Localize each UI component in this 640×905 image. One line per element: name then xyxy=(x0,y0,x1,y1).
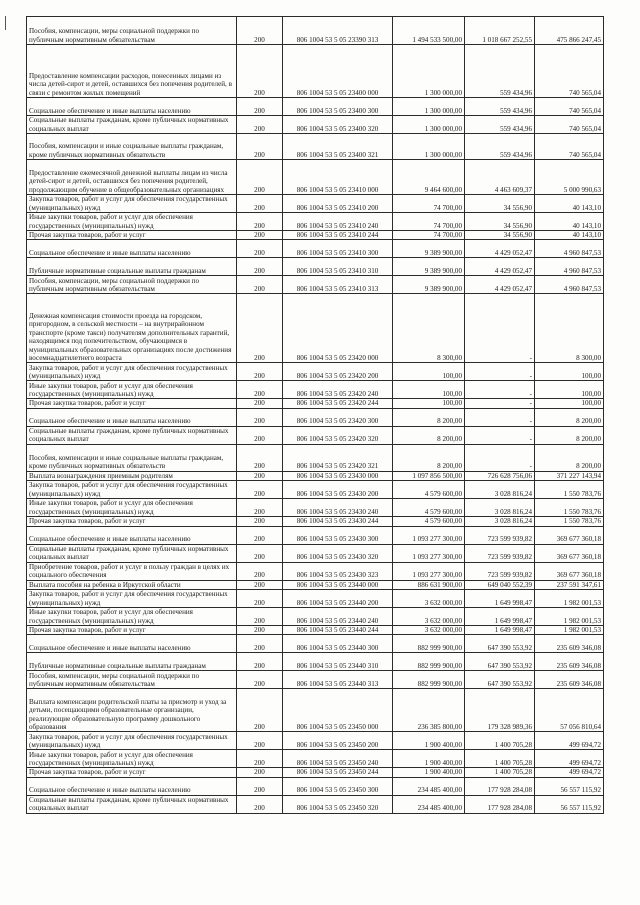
table-row xyxy=(27,544,604,562)
row-budget-class-code: 806 1004 53 5 05 23420 300 xyxy=(283,408,393,426)
row-executed-value: 559 434,96 xyxy=(465,116,535,134)
row-unexecuted-value: 235 609 346,08 xyxy=(535,671,604,689)
row-line-code: 200 xyxy=(237,17,283,45)
row-executed-value: 3 028 816,24 xyxy=(465,517,535,526)
table-row xyxy=(27,444,604,471)
row-budget-class-code: 806 1004 53 5 05 23450 240 xyxy=(283,750,393,768)
row-unexecuted-value: 100,00 xyxy=(535,399,604,408)
row-budget-class-code: 806 1004 53 5 05 23400 000 xyxy=(283,45,393,98)
row-unexecuted-value: 8 200,00 xyxy=(535,444,604,471)
row-unexecuted-value: 237 591 347,61 xyxy=(535,580,604,589)
row-line-code: 200 xyxy=(237,544,283,562)
row-unexecuted-value: 369 677 360,18 xyxy=(535,526,604,544)
row-approved-value: 100,00 xyxy=(393,381,465,399)
row-line-code: 200 xyxy=(237,294,283,363)
row-name: Прочая закупка товаров, работ и услуг xyxy=(27,626,237,635)
row-line-code: 200 xyxy=(237,517,283,526)
row-name: Денежная компенсация стоимости проезда на городском, пригородном, в сельской местности – на внутрирайонном транспорте (кроме такси) получателям дополнительных гарантий, находящимся под попечительством, обучающимся в муниципальных образовательных организациях после достижения восемнадцатилетнего возраста xyxy=(27,294,237,363)
table-row xyxy=(27,499,604,517)
row-approved-value: 3 632 000,00 xyxy=(393,590,465,608)
row-name: Выплата вознаграждения приемным родителям xyxy=(27,471,237,480)
row-line-code: 200 xyxy=(237,213,283,231)
row-executed-value: 1 018 667 252,55 xyxy=(465,17,535,45)
row-budget-class-code: 806 1004 53 5 05 23420 200 xyxy=(283,363,393,381)
row-unexecuted-value: 100,00 xyxy=(535,363,604,381)
row-executed-value: - xyxy=(465,408,535,426)
row-budget-class-code: 806 1004 53 5 05 23440 200 xyxy=(283,590,393,608)
table-row xyxy=(27,98,604,116)
row-name: Пособия, компенсации и иные социальные выплаты гражданам, кроме публичных нормативных обязательств xyxy=(27,134,237,160)
row-line-code: 200 xyxy=(237,231,283,240)
row-budget-class-code: 806 1004 53 5 05 23410 300 xyxy=(283,240,393,258)
row-unexecuted-value: 56 557 115,92 xyxy=(535,777,604,795)
table-row xyxy=(27,426,604,444)
row-name: Выплата компенсации родительской платы за присмотр и уход за детьми, посещающими образовательные организации, реализующие образовательную программу дошкольного образования xyxy=(27,689,237,732)
row-budget-class-code: 806 1004 53 5 05 23410 313 xyxy=(283,276,393,294)
row-name: Иные закупки товаров, работ и услуг для обеспечения государственных (муниципальных) нужд xyxy=(27,608,237,626)
row-unexecuted-value: 1 550 783,76 xyxy=(535,517,604,526)
row-unexecuted-value: 371 227 143,94 xyxy=(535,471,604,480)
row-executed-value: 723 599 939,82 xyxy=(465,562,535,580)
row-approved-value: 1 093 277 300,00 xyxy=(393,562,465,580)
row-name: Закупка товаров, работ и услуг для обеспечения государственных (муниципальных) нужд xyxy=(27,590,237,608)
row-approved-value: 4 579 600,00 xyxy=(393,481,465,499)
row-unexecuted-value: 40 143,10 xyxy=(535,195,604,213)
row-approved-value: 882 999 900,00 xyxy=(393,635,465,653)
row-executed-value: - xyxy=(465,399,535,408)
row-approved-value: 8 200,00 xyxy=(393,408,465,426)
row-line-code: 200 xyxy=(237,276,283,294)
row-line-code: 200 xyxy=(237,160,283,195)
table-row xyxy=(27,590,604,608)
row-name: Пособия, компенсации, меры социальной поддержки по публичным нормативным обязательствам xyxy=(27,671,237,689)
table-row xyxy=(27,134,604,160)
table-row xyxy=(27,195,604,213)
row-budget-class-code: 806 1004 53 5 05 23420 321 xyxy=(283,444,393,471)
row-executed-value: 1 400 705,28 xyxy=(465,732,535,750)
row-approved-value: 74 700,00 xyxy=(393,195,465,213)
row-approved-value: 886 631 900,00 xyxy=(393,580,465,589)
row-budget-class-code: 806 1004 53 5 05 23450 200 xyxy=(283,732,393,750)
row-budget-class-code: 806 1004 53 5 05 23420 320 xyxy=(283,426,393,444)
table-row xyxy=(27,653,604,671)
row-unexecuted-value: 5 000 990,63 xyxy=(535,160,604,195)
row-name: Публичные нормативные социальные выплаты гражданам xyxy=(27,653,237,671)
row-approved-value: 1 093 277 300,00 xyxy=(393,526,465,544)
table-row xyxy=(27,635,604,653)
row-name: Иные закупки товаров, работ и услуг для обеспечения государственных (муниципальных) нужд xyxy=(27,213,237,231)
row-approved-value: 1 900 400,00 xyxy=(393,732,465,750)
row-line-code: 200 xyxy=(237,562,283,580)
row-name: Иные закупки товаров, работ и услуг для обеспечения государственных (муниципальных) нужд xyxy=(27,750,237,768)
row-approved-value: 234 485 400,00 xyxy=(393,795,465,813)
row-executed-value: - xyxy=(465,363,535,381)
row-unexecuted-value: 740 565,04 xyxy=(535,134,604,160)
row-name: Социальное обеспечение и иные выплаты населению xyxy=(27,777,237,795)
row-approved-value: 9 389 900,00 xyxy=(393,276,465,294)
table-row xyxy=(27,795,604,813)
row-executed-value: 647 390 553,92 xyxy=(465,653,535,671)
row-budget-class-code: 806 1004 53 5 05 23410 240 xyxy=(283,213,393,231)
row-budget-class-code: 806 1004 53 5 05 23400 300 xyxy=(283,98,393,116)
row-line-code: 200 xyxy=(237,481,283,499)
table-row xyxy=(27,240,604,258)
row-line-code: 200 xyxy=(237,653,283,671)
row-name: Пособия, компенсации, меры социальной поддержки по публичным нормативным обязательствам xyxy=(27,17,237,45)
row-budget-class-code: 806 1004 53 5 05 23440 310 xyxy=(283,653,393,671)
row-name: Прочая закупка товаров, работ и услуг xyxy=(27,231,237,240)
row-executed-value: - xyxy=(465,381,535,399)
row-unexecuted-value: 1 550 783,76 xyxy=(535,499,604,517)
row-executed-value: 34 556,90 xyxy=(465,231,535,240)
row-executed-value: 3 028 816,24 xyxy=(465,481,535,499)
table-row xyxy=(27,608,604,626)
row-executed-value: 559 434,96 xyxy=(465,98,535,116)
row-approved-value: 8 200,00 xyxy=(393,444,465,471)
row-unexecuted-value: 235 609 346,08 xyxy=(535,635,604,653)
row-approved-value: 1 300 000,00 xyxy=(393,134,465,160)
row-name: Социальное обеспечение и иные выплаты населению xyxy=(27,526,237,544)
row-line-code: 200 xyxy=(237,689,283,732)
row-executed-value: 726 628 756,06 xyxy=(465,471,535,480)
row-budget-class-code: 806 1004 53 5 05 23420 240 xyxy=(283,381,393,399)
row-name: Закупка товаров, работ и услуг для обеспечения государственных (муниципальных) нужд xyxy=(27,481,237,499)
row-unexecuted-value: 499 694,72 xyxy=(535,750,604,768)
row-line-code: 200 xyxy=(237,134,283,160)
row-line-code: 200 xyxy=(237,750,283,768)
row-executed-value: 1 400 705,28 xyxy=(465,768,535,777)
row-name: Пособия, компенсации и иные социальные выплаты гражданам, кроме публичных нормативных обязательств xyxy=(27,444,237,471)
row-name: Предоставление компенсации расходов, понесенных лицами из числа детей-сирот и детей, оставшихся без попечения родителей, в связи с ремонтом жилых помещений xyxy=(27,45,237,98)
row-name: Приобретение товаров, работ и услуг в пользу граждан в целях их социального обеспечения xyxy=(27,562,237,580)
row-approved-value: 74 700,00 xyxy=(393,213,465,231)
row-executed-value: 647 390 553,92 xyxy=(465,635,535,653)
row-approved-value: 882 999 900,00 xyxy=(393,653,465,671)
row-line-code: 200 xyxy=(237,381,283,399)
row-unexecuted-value: 1 550 783,76 xyxy=(535,481,604,499)
row-name: Социальное обеспечение и иные выплаты населению xyxy=(27,98,237,116)
row-name: Предоставление ежемесячной денежной выплаты лицам из числа детей-сирот и детей, оставшихся без попечения родителей, продолжающим обучение в общеобразовательных организациях xyxy=(27,160,237,195)
table-row xyxy=(27,671,604,689)
row-line-code: 200 xyxy=(237,795,283,813)
row-approved-value: 100,00 xyxy=(393,399,465,408)
row-line-code: 200 xyxy=(237,98,283,116)
row-executed-value: 723 599 939,82 xyxy=(465,526,535,544)
row-unexecuted-value: 57 056 810,64 xyxy=(535,689,604,732)
row-budget-class-code: 806 1004 53 5 05 23420 244 xyxy=(283,399,393,408)
row-line-code: 200 xyxy=(237,768,283,777)
row-line-code: 200 xyxy=(237,526,283,544)
row-line-code: 200 xyxy=(237,45,283,98)
row-executed-value: 4 463 609,37 xyxy=(465,160,535,195)
scan-margin-mark xyxy=(5,16,6,30)
row-executed-value: 4 429 052,47 xyxy=(465,258,535,276)
row-unexecuted-value: 369 677 360,18 xyxy=(535,544,604,562)
row-name: Прочая закупка товаров, работ и услуг xyxy=(27,517,237,526)
row-approved-value: 8 200,00 xyxy=(393,426,465,444)
row-name: Социальные выплаты гражданам, кроме публичных нормативных социальных выплат xyxy=(27,116,237,134)
row-executed-value: 559 434,96 xyxy=(465,134,535,160)
table-row xyxy=(27,408,604,426)
row-executed-value: 559 434,96 xyxy=(465,45,535,98)
row-executed-value: 647 390 553,92 xyxy=(465,671,535,689)
row-name: Закупка товаров, работ и услуг для обеспечения государственных (муниципальных) нужд xyxy=(27,195,237,213)
row-line-code: 200 xyxy=(237,499,283,517)
row-unexecuted-value: 40 143,10 xyxy=(535,213,604,231)
row-approved-value: 9 389 900,00 xyxy=(393,240,465,258)
row-line-code: 200 xyxy=(237,590,283,608)
row-line-code: 200 xyxy=(237,626,283,635)
table-row xyxy=(27,689,604,732)
table-row xyxy=(27,471,604,480)
row-budget-class-code: 806 1004 53 5 05 23450 244 xyxy=(283,768,393,777)
row-budget-class-code: 806 1004 53 5 05 23450 320 xyxy=(283,795,393,813)
table-row xyxy=(27,399,604,408)
row-unexecuted-value: 40 143,10 xyxy=(535,231,604,240)
row-unexecuted-value: 8 300,00 xyxy=(535,294,604,363)
row-approved-value: 9 389 900,00 xyxy=(393,258,465,276)
table-row xyxy=(27,517,604,526)
table-row xyxy=(27,213,604,231)
row-budget-class-code: 806 1004 53 5 05 23390 313 xyxy=(283,17,393,45)
row-budget-class-code: 806 1004 53 5 05 23400 321 xyxy=(283,134,393,160)
row-approved-value: 1 093 277 300,00 xyxy=(393,544,465,562)
row-budget-class-code: 806 1004 53 5 05 23430 323 xyxy=(283,562,393,580)
row-executed-value: 3 028 816,24 xyxy=(465,499,535,517)
row-budget-class-code: 806 1004 53 5 05 23450 000 xyxy=(283,689,393,732)
row-budget-class-code: 806 1004 53 5 05 23420 000 xyxy=(283,294,393,363)
row-unexecuted-value: 8 200,00 xyxy=(535,426,604,444)
row-budget-class-code: 806 1004 53 5 05 23410 310 xyxy=(283,258,393,276)
table-row xyxy=(27,276,604,294)
table-row xyxy=(27,17,604,45)
row-approved-value: 1 900 400,00 xyxy=(393,768,465,777)
table-row xyxy=(27,45,604,98)
row-line-code: 200 xyxy=(237,240,283,258)
table-row xyxy=(27,526,604,544)
row-executed-value: 179 328 989,36 xyxy=(465,689,535,732)
row-unexecuted-value: 499 694,72 xyxy=(535,732,604,750)
table-row xyxy=(27,294,604,363)
row-budget-class-code: 806 1004 53 5 05 23410 000 xyxy=(283,160,393,195)
table-row xyxy=(27,750,604,768)
row-line-code: 200 xyxy=(237,671,283,689)
row-executed-value: 34 556,90 xyxy=(465,195,535,213)
row-name: Социальное обеспечение и иные выплаты населению xyxy=(27,635,237,653)
table-body xyxy=(27,17,604,814)
row-line-code: 200 xyxy=(237,408,283,426)
row-approved-value: 3 632 000,00 xyxy=(393,626,465,635)
row-budget-class-code: 806 1004 53 5 05 23440 000 xyxy=(283,580,393,589)
row-name: Прочая закупка товаров, работ и услуг xyxy=(27,768,237,777)
row-approved-value: 4 579 600,00 xyxy=(393,499,465,517)
table-row xyxy=(27,768,604,777)
row-unexecuted-value: 4 960 847,53 xyxy=(535,240,604,258)
row-executed-value: - xyxy=(465,444,535,471)
row-approved-value: 234 485 400,00 xyxy=(393,777,465,795)
row-approved-value: 4 579 600,00 xyxy=(393,517,465,526)
row-unexecuted-value: 369 677 360,18 xyxy=(535,562,604,580)
row-unexecuted-value: 740 565,04 xyxy=(535,45,604,98)
row-approved-value: 74 700,00 xyxy=(393,231,465,240)
table-row xyxy=(27,381,604,399)
row-approved-value: 1 097 856 500,00 xyxy=(393,471,465,480)
row-unexecuted-value: 235 609 346,08 xyxy=(535,653,604,671)
table-row xyxy=(27,777,604,795)
row-budget-class-code: 806 1004 53 5 05 23440 313 xyxy=(283,671,393,689)
table-row xyxy=(27,363,604,381)
row-unexecuted-value: 475 866 247,45 xyxy=(535,17,604,45)
row-approved-value: 9 464 600,00 xyxy=(393,160,465,195)
row-approved-value: 8 300,00 xyxy=(393,294,465,363)
row-executed-value: 177 928 284,08 xyxy=(465,795,535,813)
row-unexecuted-value: 4 960 847,53 xyxy=(535,258,604,276)
row-unexecuted-value: 1 982 001,53 xyxy=(535,590,604,608)
row-line-code: 200 xyxy=(237,399,283,408)
row-line-code: 200 xyxy=(237,777,283,795)
row-unexecuted-value: 8 200,00 xyxy=(535,408,604,426)
row-name: Закупка товаров, работ и услуг для обеспечения государственных (муниципальных) нужд xyxy=(27,732,237,750)
row-name: Социальное обеспечение и иные выплаты населению xyxy=(27,240,237,258)
table-row xyxy=(27,732,604,750)
table-row xyxy=(27,562,604,580)
row-unexecuted-value: 56 557 115,92 xyxy=(535,795,604,813)
row-name: Социальные выплаты гражданам, кроме публичных нормативных социальных выплат xyxy=(27,795,237,813)
row-budget-class-code: 806 1004 53 5 05 23440 240 xyxy=(283,608,393,626)
row-budget-class-code: 806 1004 53 5 05 23430 320 xyxy=(283,544,393,562)
row-executed-value: - xyxy=(465,426,535,444)
row-line-code: 200 xyxy=(237,732,283,750)
row-budget-class-code: 806 1004 53 5 05 23430 244 xyxy=(283,517,393,526)
row-line-code: 200 xyxy=(237,471,283,480)
row-approved-value: 100,00 xyxy=(393,363,465,381)
row-approved-value: 3 632 000,00 xyxy=(393,608,465,626)
budget-execution-table xyxy=(26,16,604,814)
row-approved-value: 1 494 533 500,00 xyxy=(393,17,465,45)
row-name: Публичные нормативные социальные выплаты гражданам xyxy=(27,258,237,276)
row-unexecuted-value: 4 960 847,53 xyxy=(535,276,604,294)
row-line-code: 200 xyxy=(237,195,283,213)
row-executed-value: 4 429 052,47 xyxy=(465,276,535,294)
row-budget-class-code: 806 1004 53 5 05 23440 300 xyxy=(283,635,393,653)
row-line-code: 200 xyxy=(237,608,283,626)
row-executed-value: 1 649 998,47 xyxy=(465,590,535,608)
row-executed-value: 34 556,90 xyxy=(465,213,535,231)
row-approved-value: 1 300 000,00 xyxy=(393,98,465,116)
table-row xyxy=(27,580,604,589)
row-unexecuted-value: 740 565,04 xyxy=(535,98,604,116)
row-name: Прочая закупка товаров, работ и услуг xyxy=(27,399,237,408)
row-name: Закупка товаров, работ и услуг для обеспечения государственных (муниципальных) нужд xyxy=(27,363,237,381)
row-executed-value: 649 040 552,39 xyxy=(465,580,535,589)
row-line-code: 200 xyxy=(237,635,283,653)
table-row xyxy=(27,481,604,499)
row-name: Социальные выплаты гражданам, кроме публичных нормативных социальных выплат xyxy=(27,426,237,444)
row-approved-value: 236 385 800,00 xyxy=(393,689,465,732)
row-name: Иные закупки товаров, работ и услуг для обеспечения государственных (муниципальных) нужд xyxy=(27,499,237,517)
row-name: Выплата пособия на ребенка в Иркутской области xyxy=(27,580,237,589)
row-unexecuted-value: 740 565,04 xyxy=(535,116,604,134)
row-budget-class-code: 806 1004 53 5 05 23430 240 xyxy=(283,499,393,517)
row-budget-class-code: 806 1004 53 5 05 23430 000 xyxy=(283,471,393,480)
table-row xyxy=(27,626,604,635)
row-executed-value: 4 429 052,47 xyxy=(465,240,535,258)
row-line-code: 200 xyxy=(237,116,283,134)
row-executed-value: 1 400 705,28 xyxy=(465,750,535,768)
row-name: Социальные выплаты гражданам, кроме публичных нормативных социальных выплат xyxy=(27,544,237,562)
row-name: Социальное обеспечение и иные выплаты населению xyxy=(27,408,237,426)
row-budget-class-code: 806 1004 53 5 05 23410 244 xyxy=(283,231,393,240)
row-approved-value: 1 300 000,00 xyxy=(393,45,465,98)
row-line-code: 200 xyxy=(237,580,283,589)
row-approved-value: 882 999 900,00 xyxy=(393,671,465,689)
row-line-code: 200 xyxy=(237,426,283,444)
row-executed-value: 723 599 939,82 xyxy=(465,544,535,562)
row-executed-value: 177 928 284,08 xyxy=(465,777,535,795)
row-unexecuted-value: 100,00 xyxy=(535,381,604,399)
row-budget-class-code: 806 1004 53 5 05 23410 200 xyxy=(283,195,393,213)
table-row xyxy=(27,160,604,195)
table-row xyxy=(27,231,604,240)
row-budget-class-code: 806 1004 53 5 05 23430 300 xyxy=(283,526,393,544)
row-budget-class-code: 806 1004 53 5 05 23430 200 xyxy=(283,481,393,499)
table-row xyxy=(27,258,604,276)
row-executed-value: 1 649 998,47 xyxy=(465,626,535,635)
row-unexecuted-value: 499 694,72 xyxy=(535,768,604,777)
row-budget-class-code: 806 1004 53 5 05 23400 320 xyxy=(283,116,393,134)
row-unexecuted-value: 1 982 001,53 xyxy=(535,608,604,626)
row-approved-value: 1 300 000,00 xyxy=(393,116,465,134)
row-unexecuted-value: 1 982 001,53 xyxy=(535,626,604,635)
row-budget-class-code: 806 1004 53 5 05 23440 244 xyxy=(283,626,393,635)
row-line-code: 200 xyxy=(237,258,283,276)
row-line-code: 200 xyxy=(237,363,283,381)
row-approved-value: 1 900 400,00 xyxy=(393,750,465,768)
table-row xyxy=(27,116,604,134)
row-line-code: 200 xyxy=(237,444,283,471)
row-name: Иные закупки товаров, работ и услуг для обеспечения государственных (муниципальных) нужд xyxy=(27,381,237,399)
row-executed-value: - xyxy=(465,294,535,363)
row-name: Пособия, компенсации, меры социальной поддержки по публичным нормативным обязательствам xyxy=(27,276,237,294)
row-budget-class-code: 806 1004 53 5 05 23450 300 xyxy=(283,777,393,795)
row-executed-value: 1 649 998,47 xyxy=(465,608,535,626)
